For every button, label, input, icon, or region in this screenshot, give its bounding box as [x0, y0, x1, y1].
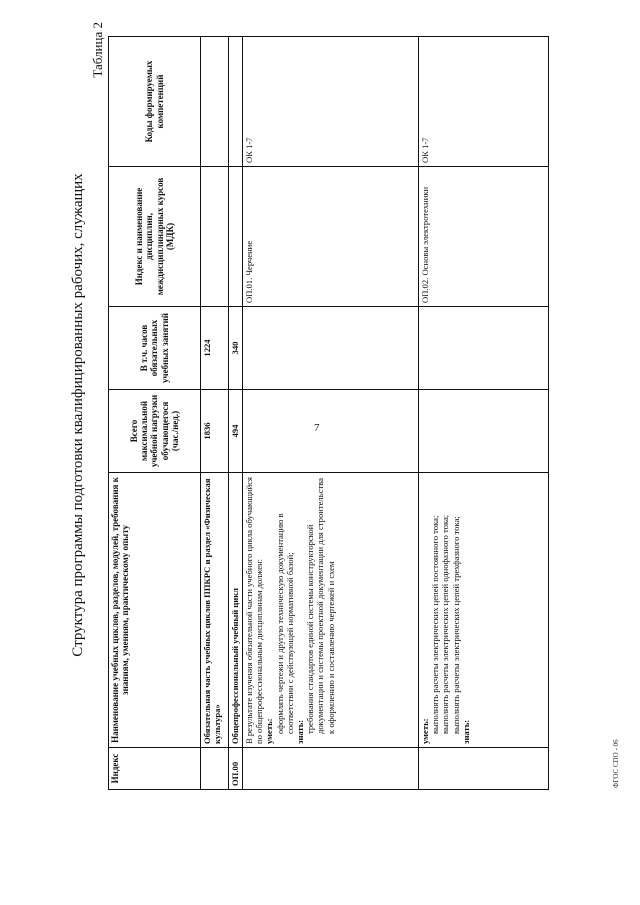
op02-umet-3: выполнять расчеты электрических цепей трехфазного тока; — [450, 516, 461, 734]
op01-znat-1: требования стандартов единой системы конструкторской документации и системы проектной документации для строительства к оформлению и составлению чертежей и схем — [305, 478, 336, 734]
op02-hours — [419, 307, 549, 390]
op02-index — [419, 748, 549, 790]
footer-code: ФГОС СПО - 06 — [612, 739, 620, 788]
table-caption: Структура программы подготовки квалифицированных рабочих, служащих — [70, 173, 86, 657]
op01-max — [243, 390, 419, 473]
table-row-mandatory — [201, 37, 229, 790]
page-number: 7 — [314, 422, 320, 434]
op01-index — [243, 748, 419, 790]
op00-competence — [229, 37, 243, 167]
op02-umet-1: выполнять расчеты электрических цепей постоянного тока; — [430, 515, 441, 734]
op02-max — [419, 390, 549, 473]
table-label: Таблица 2 — [90, 22, 105, 78]
mandatory-competence — [201, 37, 229, 167]
header-row — [109, 37, 201, 790]
structure-table — [108, 36, 549, 790]
op02-umet-label: уметь: — [420, 718, 430, 744]
header-discipline: Индекс и наименование дисциплин, междисциплинарных курсов (МДК) — [109, 167, 201, 307]
op01-requirements — [243, 473, 419, 748]
table-row-op00 — [229, 37, 243, 790]
op02-umet-2: выполнять расчеты электрических цепей однофазного тока; — [440, 514, 451, 734]
op01-umet-1: оформлять чертежи и другую техническую документацию в соответствии с действующей нормативной базой; — [274, 513, 295, 734]
op00-index: ОП.00 — [229, 748, 243, 790]
table-row-op01 — [243, 37, 419, 790]
op02-znat-label: знать: — [460, 719, 471, 744]
op02-competence: ОК 1-7 — [419, 37, 549, 167]
mandatory-discipline — [201, 167, 229, 307]
op00-max: 494 — [229, 390, 243, 473]
header-mandatory-hours: В т.ч. часов обязательных учебных занятий — [109, 307, 201, 390]
mandatory-max: 1836 — [201, 390, 229, 473]
header-index: Индекс — [109, 748, 201, 790]
mandatory-hours: 1224 — [201, 307, 229, 390]
mandatory-index — [201, 748, 229, 790]
op02-discipline: ОП.02. Основы электротехники — [419, 167, 549, 307]
op00-discipline — [229, 167, 243, 307]
mandatory-name: Обязательная часть учебных циклов ППКРС и раздел «Физическая культура» — [201, 473, 229, 748]
op01-znat-label: знать: — [295, 719, 306, 744]
op02-requirements — [419, 473, 549, 748]
op01-hours — [243, 307, 419, 390]
op01-intro: В результате изучения обязательной части учебного цикла обучающийся по общепрофессиональным дисциплинам должен: — [244, 477, 265, 744]
rotated-page — [70, 0, 640, 800]
op01-discipline: ОП.01. Черчение — [243, 167, 419, 307]
op01-umet-label: уметь: — [264, 718, 275, 744]
header-max-load: Всего максимальной учебной нагрузки обучающегося (час./нед.) — [109, 390, 201, 473]
op00-hours: 340 — [229, 307, 243, 390]
op01-competence: ОК 1-7 — [243, 37, 419, 167]
table-row-op02 — [419, 37, 549, 790]
header-competencies: Коды формируемых компетенций — [109, 37, 201, 167]
op00-name: Общепрофессиональный учебный цикл — [229, 473, 243, 748]
header-name: Наименование учебных циклов, разделов, модулей, требования к знаниям, умениям, практическому опыту — [109, 473, 201, 748]
